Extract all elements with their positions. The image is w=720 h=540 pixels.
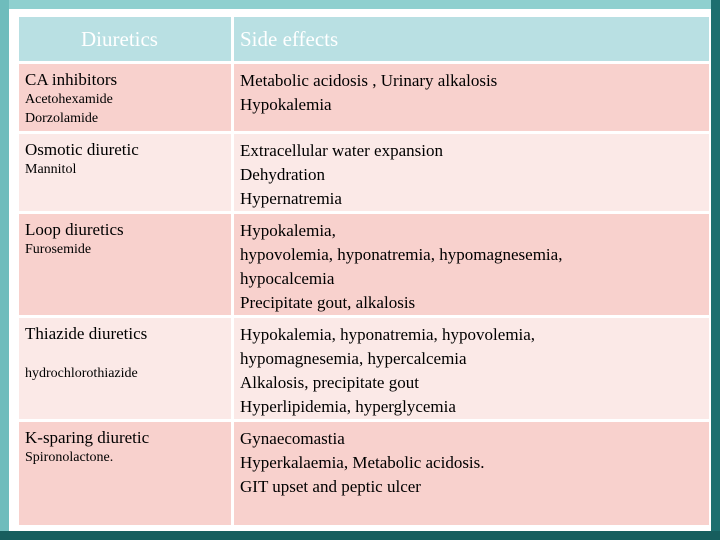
effect-line: Alkalosis, precipitate gout [240,373,419,392]
effects-cell [234,134,709,211]
table-header-row [19,17,709,61]
drug-class: Thiazide diuretics [25,324,148,343]
effect-line: hypomagnesemia, hypercalcemia [240,349,467,368]
effect-line: Precipitate gout, alkalosis [240,293,416,312]
effect-line: Dehydration [240,165,325,184]
effect-line: GIT upset and peptic ulcer [240,477,421,496]
frame-bevel-left [0,0,9,540]
effect-line: hypocalcemia [240,269,335,288]
effects-cell [234,318,709,419]
drug-class: CA inhibitors [25,70,118,89]
drug-example: Furosemide [25,242,92,257]
table-row [19,318,709,419]
table-row [19,134,709,211]
frame-bevel-right [711,0,720,540]
drug-class: Osmotic diuretic [25,140,139,159]
drug-example: hydrochlorothiazide [25,366,138,381]
table-row [19,422,709,525]
effect-line: hypovolemia, hyponatremia, hypomagnesemia, [240,245,563,264]
cell-spacer [25,344,231,364]
drug-cell [19,422,231,525]
effect-line: Hyperkalaemia, Metabolic acidosis. [240,453,485,472]
effect-line: Hypernatremia [240,189,342,208]
drug-example: Acetohexamide [25,92,113,107]
drug-cell [19,318,231,419]
effects-cell [234,214,709,315]
drug-cell [19,134,231,211]
effect-line: Extracellular water expansion [240,141,443,160]
effects-cell [234,64,709,131]
frame-bevel-top [0,0,720,9]
frame-bevel-bottom [0,531,720,540]
drug-class: Loop diuretics [25,220,124,239]
effect-line: Hypokalemia [240,95,332,114]
drug-cell [19,64,231,131]
slide-content [9,9,711,531]
table-row [19,64,709,131]
diuretics-table [16,14,712,528]
drug-class: K-sparing diuretic [25,428,150,447]
effect-line: Metabolic acidosis , Urinary alkalosis [240,71,498,90]
effect-line: Hypokalemia, hyponatremia, hypovolemia, [240,325,536,344]
effect-line: Hyperlipidemia, hyperglycemia [240,397,456,416]
effect-line: Hypokalemia, [240,221,336,240]
table-row [19,214,709,315]
header-side-effects: Side effects [234,17,709,61]
drug-cell [19,214,231,315]
header-diuretics: Diuretics [19,17,231,61]
drug-example: Spironolactone. [25,450,114,465]
drug-example: Dorzolamide [25,111,99,126]
effects-cell [234,422,709,525]
effect-line: Gynaecomastia [240,429,345,448]
drug-example: Mannitol [25,162,77,177]
